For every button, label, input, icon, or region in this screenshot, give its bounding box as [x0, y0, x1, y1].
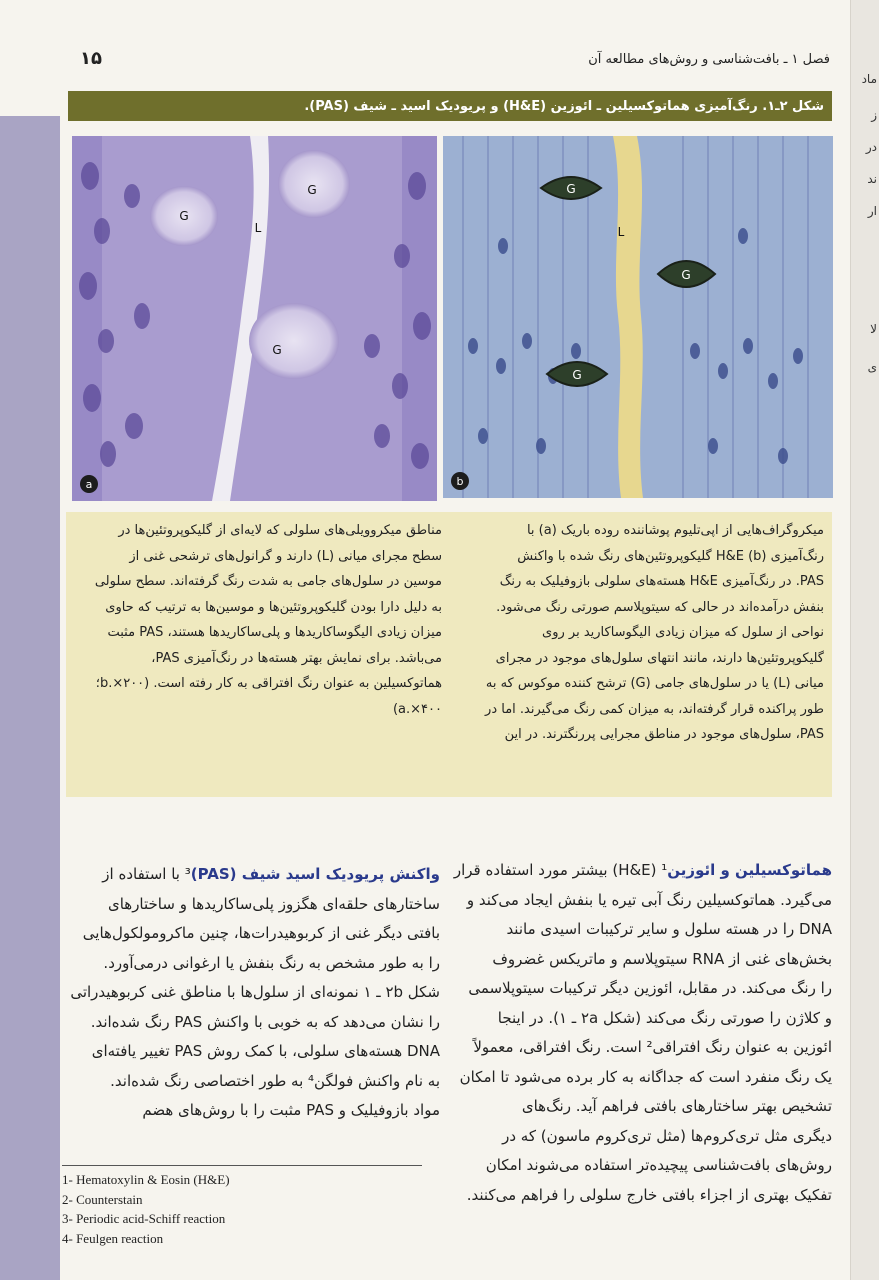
caption-line: میزان زیادی الیگوساکاریدها و پلی‌ساکاریدها هستند، PAS مثبت	[107, 625, 442, 640]
caption-line: به دلیل دارا بودن گلیکوپروتئین‌ها و موسین‌ها به ترتیب که حاوی	[105, 599, 442, 615]
figure-title: شکل ۲ـ۱. رنگ‌آمیزی هماتوکسیلین ـ ائوزین (H&E) و پریودیک اسید ـ شیف (PAS).	[68, 91, 832, 121]
caption-left-column	[72, 518, 442, 722]
body-column-pas	[62, 860, 440, 1126]
pas-micrograph	[443, 136, 833, 498]
body-line: را نشان می‌دهد که به خوبی با واکنش PAS رنگ شده‌اند.	[90, 1012, 440, 1031]
body-line: بافتی دیگر غنی از کربوهیدرات‌ها، چنین ماکرومولکول‌هایی	[82, 924, 440, 942]
caption-line: رنگ‌آمیزی H&E (b) گلیکوپروتئین‌های رنگ شده با واکنش	[517, 548, 824, 564]
goblet-cell-marker: G	[179, 209, 189, 223]
body-line: ساختارهای حلقه‌ای هگزوز پلی‌ساکاریدها و ساختارهای	[107, 894, 440, 913]
panel-label-a: a	[80, 475, 98, 493]
caption-line: میکروگراف‌هایی از اپی‌تلیوم پوشاننده روده باریک (a) با	[526, 523, 824, 538]
footnote: 1- Hematoxylin & Eosin (H&E)	[62, 1172, 230, 1187]
paragraph-heading-line	[62, 860, 440, 890]
goblet-cell-marker: G	[681, 268, 691, 282]
goblet-cell-marker: G	[566, 182, 576, 196]
body-line: DNA را در هسته سلول و سایر ترکیبات اسیدی مانند	[506, 920, 832, 938]
body-line: به نام واکنش فولگن⁴ به طور اختصاصی رنگ شده‌اند.	[110, 1071, 440, 1090]
body-line: و کلاژن را صورتی رنگ می‌کند (شکل ۲a ـ ۱). در اینجا	[497, 1008, 832, 1027]
lumen-marker: L	[254, 221, 262, 235]
footnote: 3- Periodic acid-Schiff reaction	[62, 1211, 226, 1226]
body-line: تفکیک بهتری از اجزاء بافتی خارج سلولی را فراهم می‌کنند.	[466, 1185, 832, 1204]
adjacent-page-edge	[850, 0, 879, 1280]
edge-fragment: ماد	[861, 72, 877, 86]
running-header	[80, 48, 830, 74]
caption-line: موسین در سلول‌های جامی به شدت رنگ گرفته‌اند. سطح سلولی	[94, 574, 442, 589]
caption-line: PAS. در رنگ‌آمیزی H&E هسته‌های سلولی بازوفیلیک به رنگ	[499, 574, 824, 589]
micrograph-panel-b	[443, 136, 833, 498]
edge-fragment: ند	[867, 172, 877, 186]
body-column-he	[452, 856, 832, 1210]
paragraph-heading-line	[452, 856, 832, 886]
body-line: روش‌های بافت‌شناسی پیچیده‌تر استفاده می‌شوند امکان	[485, 1156, 832, 1174]
footnotes	[62, 1165, 422, 1248]
caption-line: PAS، سلول‌های موجود در مناطق مجرایی پررنگترند. در این	[504, 727, 824, 742]
lumen-marker: L	[617, 225, 625, 239]
body-line: DNA هسته‌های سلولی، با کمک روش PAS تغییر یافته‌ای	[91, 1042, 440, 1060]
body-line: شکل ۲b ـ ۱ نمونه‌ای از سلول‌ها با مناطق غنی کربوهیدراتی	[70, 983, 440, 1001]
edge-fragment: در	[865, 140, 877, 154]
caption-line: مناطق میکروویلی‌های سلولی که لایه‌ای از گلیکوپروتئین‌ها در	[118, 523, 442, 538]
body-line: ائوزین به عنوان رنگ افتراقی² است. رنگ افتراقی، معمولاً	[473, 1038, 832, 1056]
caption-right-column	[439, 518, 824, 748]
body-line: را به طور مشخص به رنگ بنفش یا ارغوانی درمی‌آورد.	[103, 953, 440, 972]
page-number: ۱۵	[80, 48, 102, 69]
body-line: تشخیص بهتر ساختارهای بافتی فراهم آید. رنگ‌های	[521, 1097, 832, 1115]
goblet-cell-marker: G	[307, 183, 317, 197]
figure-caption	[66, 512, 832, 797]
caption-line: نواحی از سلول که میزان زیادی الیگوساکارید بر روی	[542, 625, 824, 640]
micrograph-panel-a	[72, 136, 437, 501]
goblet-cell-marker: G	[272, 343, 282, 357]
footnote: 2- Counterstain	[62, 1191, 143, 1207]
term-pas: واکنش پریودیک اسید شیف (PAS)	[190, 865, 440, 883]
edge-fragment: لا	[870, 322, 877, 336]
edge-fragment: ز	[871, 108, 877, 122]
caption-line: گلیکوپروتئین‌ها دارند، مانند انتهای سلول‌های موجود در مجرای	[495, 650, 824, 666]
edge-fragment: ی	[867, 360, 877, 374]
page-margin-band	[0, 116, 60, 1280]
edge-fragment: ار	[867, 204, 877, 218]
panel-label-b: b	[451, 472, 469, 490]
footnote: 4- Feulgen reaction	[62, 1230, 164, 1246]
he-micrograph	[72, 136, 437, 501]
body-line: یک رنگ منفرد است که جداگانه به کار برده می‌شود تا امکان	[459, 1067, 832, 1086]
chapter-title: فصل ۱ ـ بافت‌شناسی و روش‌های مطالعه آن	[588, 52, 830, 67]
caption-line: بنفش درآمده‌اند در حالی که سیتوپلاسم صورتی رنگ می‌شود.	[496, 599, 824, 615]
caption-line: طور پراکنده قرار گرفته‌اند، به میزان کمی رنگ می‌گیرند. اما در	[485, 701, 824, 717]
body-line: مواد بازوفیلیک و PAS مثبت را با روش‌های هضم	[142, 1101, 440, 1119]
goblet-cell-marker: G	[572, 368, 582, 382]
caption-line: می‌باشد. برای نمایش بهتر هسته‌ها در رنگ‌آمیزی PAS،	[151, 650, 442, 666]
caption-line: هماتوکسیلین به عنوان رنگ افتراقی به کار رفته است. (b.×۲۰۰؛	[95, 676, 442, 691]
caption-line: سطح مجرای میانی (L) دارند و گرانول‌های ترشحی غنی از	[129, 548, 442, 564]
body-line: دیگری مثل تری‌کروم‌ها (مثل تری‌کروم ماسون) که در	[502, 1126, 832, 1145]
body-line: ³ با استفاده از	[102, 865, 191, 883]
body-line: می‌گیرد. هماتوکسیلین رنگ آبی تیره یا بنفش ایجاد می‌کند و	[466, 890, 832, 909]
body-line: ¹ (H&E) بیشتر مورد استفاده قرار	[453, 861, 668, 879]
caption-line: میانی (L) یا در سلول‌های جامی (G) ترشح کننده موکوس که به	[485, 676, 824, 691]
body-line: بخش‌های غنی از RNA سیتوپلاسم و ماتریکس غضروف	[492, 949, 832, 968]
term-he: هماتوکسیلین و ائوزین	[667, 861, 832, 879]
body-line: را رنگ می‌کند. در مقابل، ائوزین دیگر ترکیبات سیتوپلاسمی	[468, 979, 832, 997]
caption-line: a.×۴۰۰)	[392, 701, 442, 717]
